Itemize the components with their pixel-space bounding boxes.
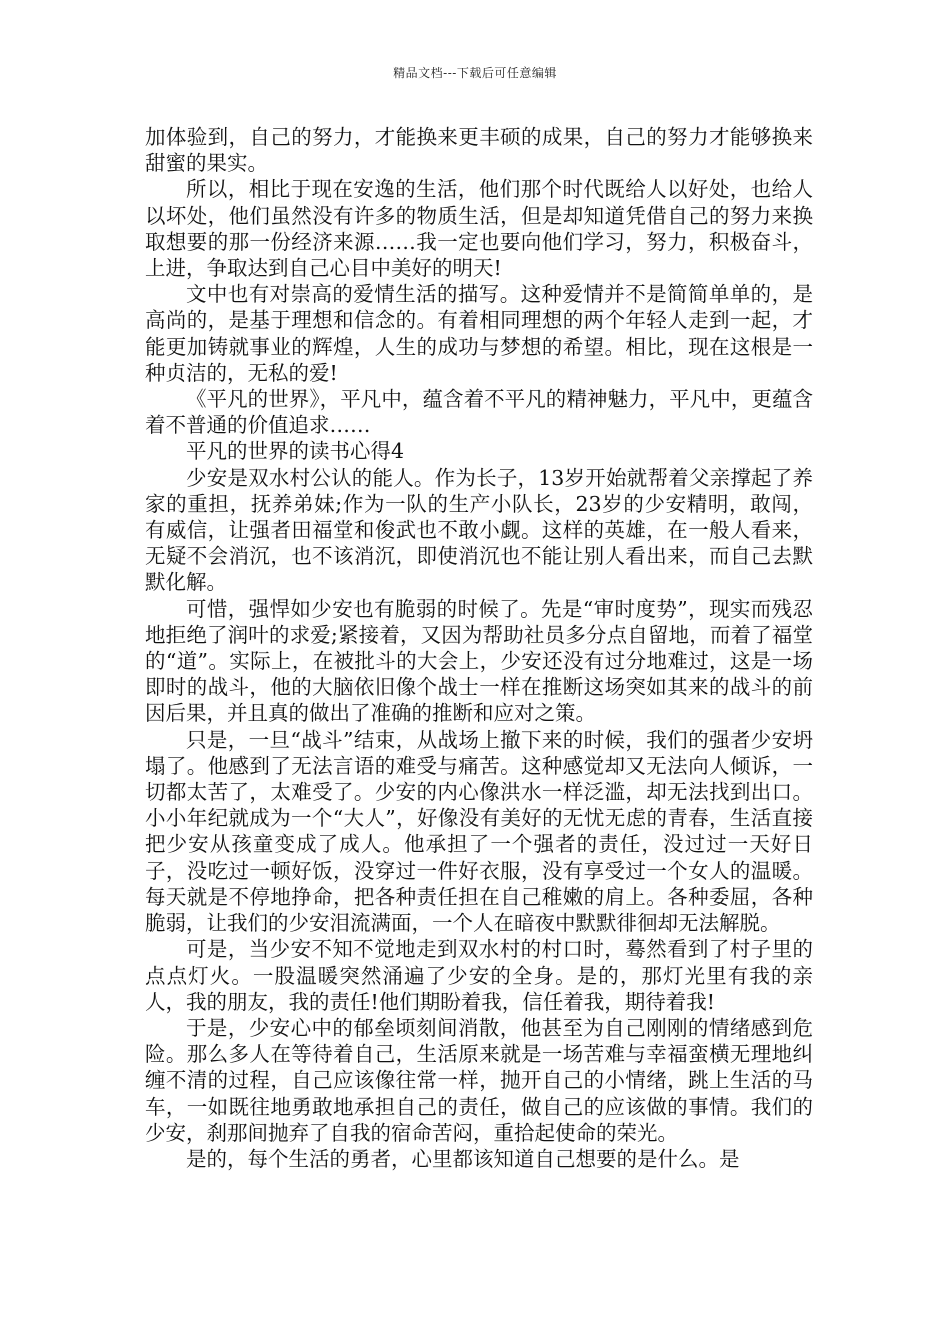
paragraph: 是的，每个生活的勇者，心里都该知道自己想要的是什么。是 [186,1146,740,1171]
paragraph: 只是，一旦“战斗”结束，从战场上撤下来的时候，我们的强者少安坍塌了。他感到了无法言语的难受与痛苦。这种感觉却又无法向人倾诉，一切都太苦了，太难受了。少安的内心像洪水一样泛滥，却无法找到出口。小小年纪就成为一个“大人”，好像没有美好的无忧无虑的青春，生活直接把少安从孩童变成了成人。他承担了一个强者的责任，没过过一天好日子，没吃过一顿好饭，没穿过一件好衣服，没有享受过一个女人的温暖。每天就是不停地挣命，把各种责任担在自己稚嫩的肩上。各种委屈，各种脆弱，让我们的少安泪流满面，一个人在暗夜中默默徘徊却无法解脱。 [145,727,813,936]
page-header: 精品文档---下载后可任意编辑 [393,66,557,80]
document-body [145,124,813,1172]
paragraph: 文中也有对崇高的爱情生活的描写。这种爱情并不是简简单单的，是高尚的，是基于理想和信念的。有着相同理想的两个年轻人走到一起，才能更加铸就事业的辉煌，人生的成功与梦想的希望。相比，现在这根是一种贞洁的，无私的爱! [145,282,813,385]
paragraph: 可是，当少安不知不觉地走到双水村的村口时，蓦然看到了村子里的点点灯火。一股温暖突然涌遍了少安的全身。是的，那灯光里有我的亲人，我的朋友，我的责任!他们期盼着我，信任着我，期待着我! [145,937,813,1014]
section-heading: 平凡的世界的读书心得4 [186,439,405,464]
paragraph: 少安是双水村公认的能人。作为长子，13岁开始就帮着父亲撑起了养家的重担，抚养弟妹;作为一队的生产小队长，23岁的少安精明，敢闯，有威信，让强者田福堂和俊武也不敢小觑。这样的英雄，在一般人看来，无疑不会消沉，也不该消沉，即使消沉也不能让别人看出来，而自己去默默化解。 [145,465,813,595]
paragraph: 加体验到，自己的努力，才能换来更丰硕的成果，自己的努力才能够换来甜蜜的果实。 [145,125,813,176]
paragraph: 可惜，强悍如少安也有脆弱的时候了。先是“审时度势”，现实而残忍地拒绝了润叶的求爱;紧接着，又因为帮助社员多分点自留地，而着了福堂的“道”。实际上，在被批斗的大会上，少安还没有过分地难过，这是一场即时的战斗，他的大脑依旧像个战士一样在推断这场突如其来的战斗的前因后果，并且真的做出了准确的推断和应对之策。 [145,596,813,726]
paragraph: 《平凡的世界》，平凡中，蕴含着不平凡的精神魅力，平凡中，更蕴含着不普通的价值追求…… [145,387,813,438]
paragraph: 所以，相比于现在安逸的生活，他们那个时代既给人以好处，也给人以坏处，他们虽然没有许多的物质生活，但是却知道凭借自己的努力来换取想要的那一份经济来源……我一定也要向他们学习，努力，积极奋斗，上进，争取达到自己心目中美好的明天! [145,177,813,281]
paragraph: 于是，少安心中的郁垒顷刻间消散，他甚至为自己刚刚的情绪感到危险。那么多人在等待着自己，生活原来就是一场苦难与幸福蛮横无理地纠缠不清的过程，自己应该像往常一样，抛开自己的小情绪，跳上生活的马车，一如既往地勇敢地承担自己的责任，做自己的应该做的事情。我们的少安，刹那间抛弃了自我的宿命苦闷，重拾起使命的荣光。 [145,1015,813,1145]
